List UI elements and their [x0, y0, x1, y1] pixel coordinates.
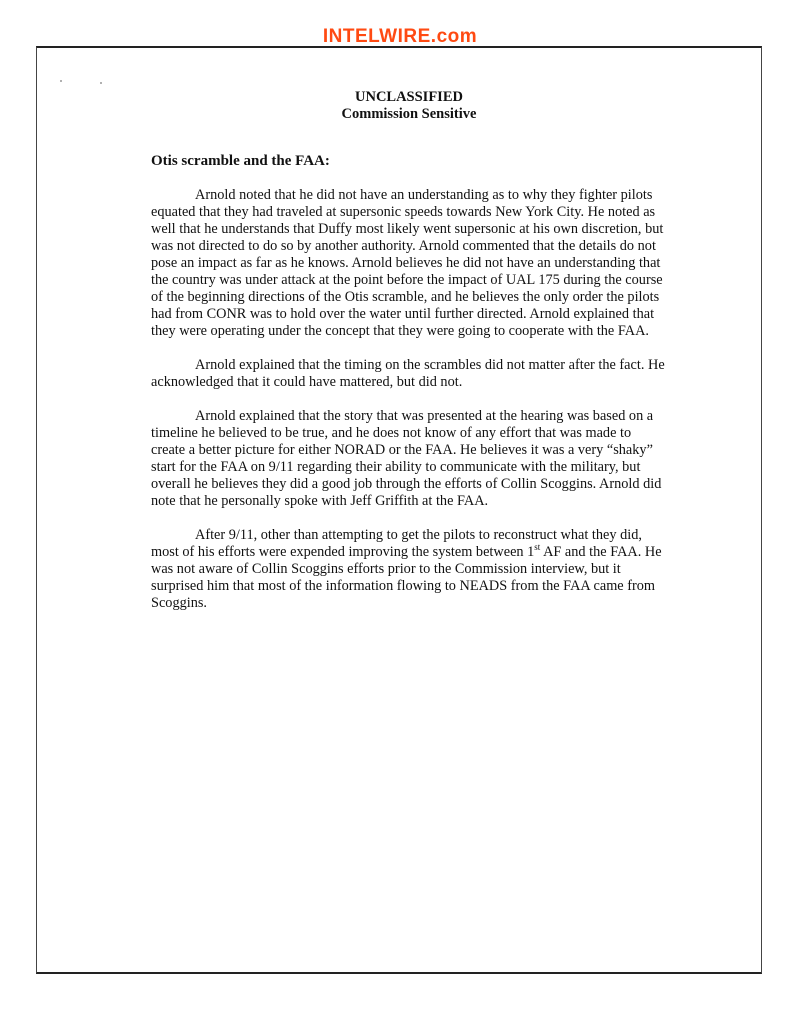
ordinal-suffix: st	[534, 542, 541, 553]
document-header	[0, 89, 800, 123]
paragraph: Arnold noted that he did not have an understanding as to why they fighter pilots equated that they had traveled at supersonic speeds towards New York City. He noted as well that he understands that Duffy most likely went supersonic at his own discretion, but was not directed to do so by another authority. Arnold commented that the details do not pose an impact as far as he knows. Arnold believes he did not have an understanding that the country was under attack at the point before the impact of UAL 175 during the course of the beginning directions of the Otis scramble, and he believes the only order the pilots had from CONR was to hold over the water until further directed. Arnold explained that they were operating under the concept that they were going to cooperate with the FAA.	[151, 187, 664, 339]
paragraph-text: After 9/11, other than attempting to get the pilots to reconstruct what they did, most of his efforts were expended improving the system between 1	[151, 527, 642, 560]
paragraph: Arnold explained that the story that was presented at the hearing was based on a timeline he believed to be true, and he does not know of any effort that was made to create a better picture for either NORAD or the FAA. He believes it was a very “shaky” start for the FAA on 9/11 regarding their ability to communicate with the military, but overall he believes they did a good job through the efforts of Collin Scoggins. Arnold did note that he personally spoke with Jeff Griffith at the FAA.	[151, 408, 662, 509]
paragraph-text: AF and the FAA. He was not aware of Collin Scoggins efforts prior to the Commission interview, but it surprised him that most of the information flowing to NEADS from the FAA came from Scoggins.	[151, 544, 662, 611]
section-title: Otis scramble and the FAA:	[151, 153, 330, 169]
document-body	[151, 187, 666, 629]
intelwire-watermark: INTELWIRE.com	[322, 26, 478, 47]
classification-label: UNCLASSIFIED	[355, 89, 463, 105]
scan-speck	[100, 82, 102, 84]
paragraph: Arnold explained that the timing on the scrambles did not matter after the fact. He acknowledged that it could have mattered, but did not.	[151, 357, 665, 390]
sensitivity-label: Commission Sensitive	[341, 106, 477, 122]
scan-speck	[60, 80, 62, 82]
paragraph-last	[151, 527, 666, 612]
